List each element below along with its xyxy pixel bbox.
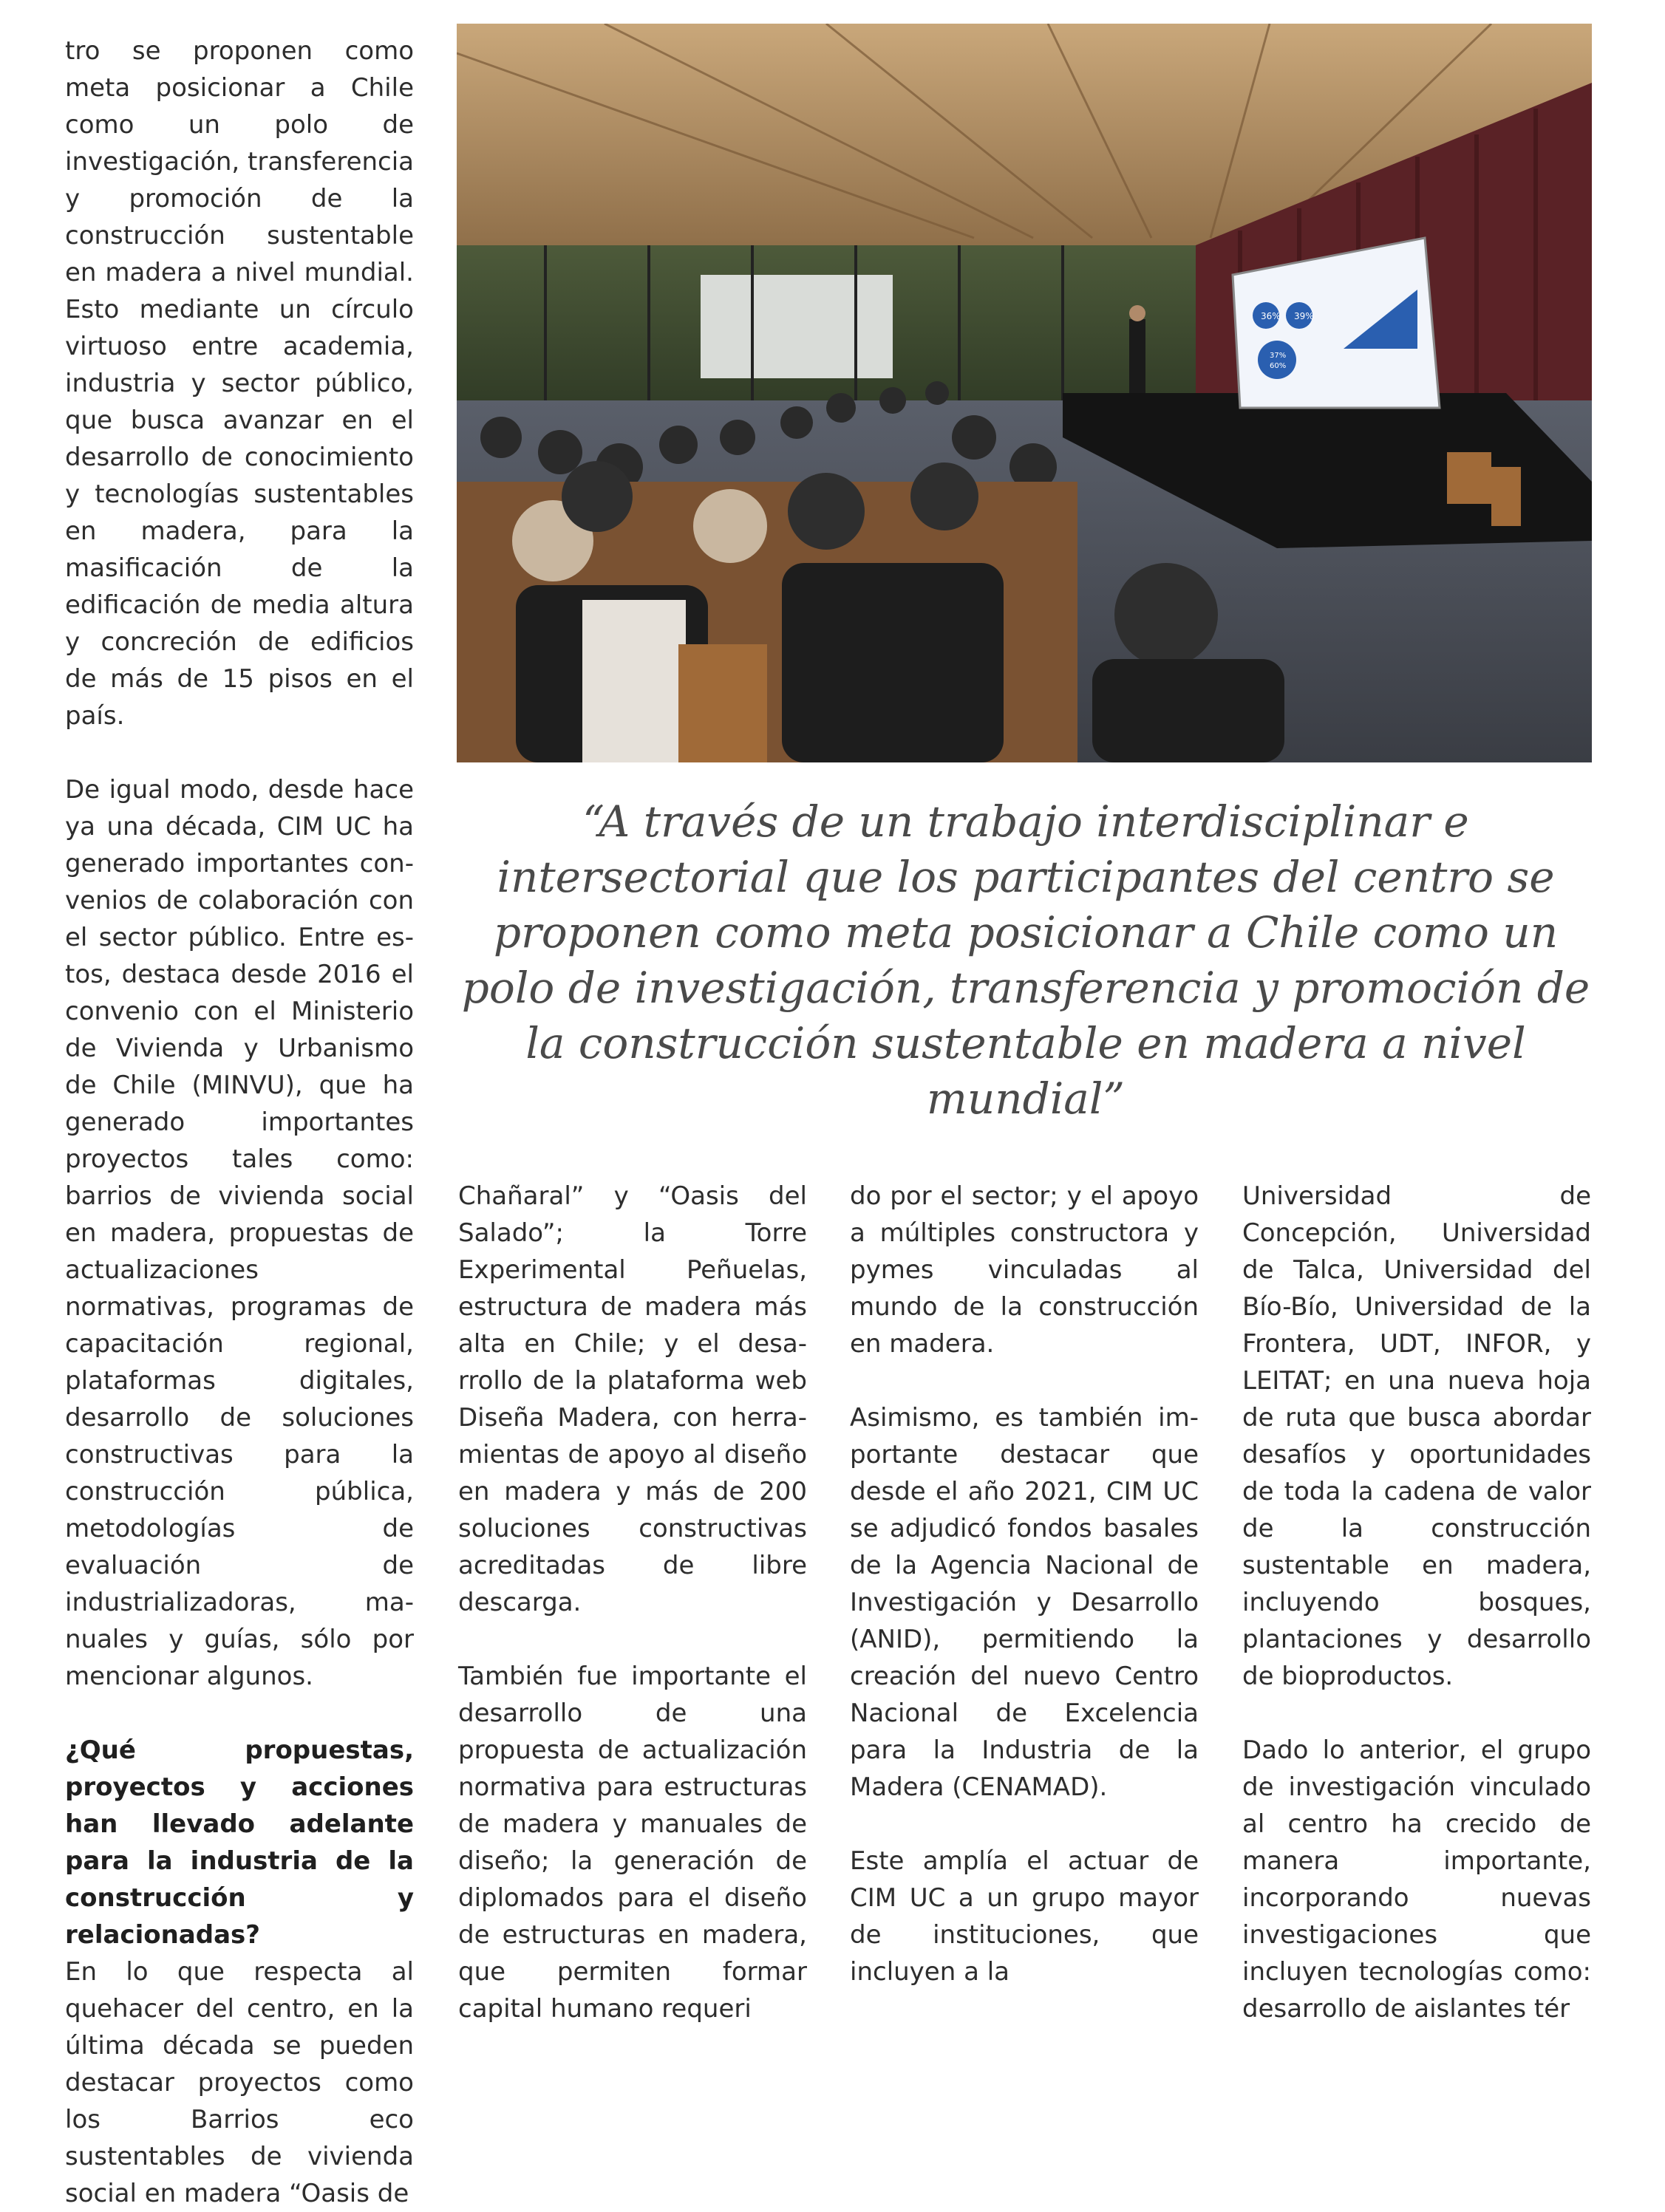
text-column-4 [1242,1178,1591,2027]
column3-paragraph-3: Este amplía el actuar de CIM UC a un grupo mayor de instituciones, que incluyen a la [850,1846,1199,1987]
text-column-2 [458,1178,807,2027]
pull-quote: “A través de un trabajo interdisciplinar e intersectorial que los participantes del centro se proponen como meta posicionar a Chile como un polo de investigación, transferencia y promoción de la construcción sustentable en madera a nivel mundial” [461,796,1590,1124]
column2-paragraph-2: También fue importante el desarrollo de una propuesta de actualización normativa para estructuras de madera y manuales de diseño; la generación de diplomados para el diseño de estructuras en madera, que permiten formar capital humano requeri [458,1662,807,2024]
column3-paragraph-1: do por el sector; y el apoyo a múltiples constructora y pymes vinculadas al mundo de la construcción en madera. [850,1181,1199,1359]
text-column-3 [850,1178,1199,1990]
column2-paragraph-1: Chañaral” y “Oasis del Salado”; la Torre Experimental Peñuelas, estructura de madera más alta en Chile; y el desarrollo de la plataforma web Diseña Madera, con herramientas de apoyo al diseño en madera y más de 200 soluciones constructivas acreditadas de libre descarga. [458,1181,807,1617]
slide-value-3: 37% [1270,352,1287,360]
interview-question: ¿Qué propuestas, proyectos y acciones han llevado adelante para la industria de la construcción y relacionadas? [65,1735,414,1950]
left-paragraph-1: tro se proponen como meta posicionar a Chile como un polo de investigación, transferencia y promoción de la construcción sustentable en madera a nivel mundial. Esto mediante un círculo virtuoso entre academia, industria y sector público, que busca avanzar en el desarrollo de conocimiento y tecnologías sustentables en madera, para la masificación de la edificación de media altura y concreción de edificios de más de 15 pisos en el país. [65,36,415,731]
left-paragraph-2: De igual modo, desde hace ya una década, CIM UC ha generado importantes convenios de colaboración con el sector público. Entre estos, destaca desde 2016 el convenio con el Ministerio de Vivienda y Urbanismo de Chile (MINVU), que ha generado importantes proyectos tales como: barrios de vivienda social en madera, propuestas de actualizaciones normativas, programas de capacitación regional, plataformas digitales, desarrollo de soluciones constructivas para la construcción pública, metodologías de evaluación de industrializadoras, manuales y guías, sólo por mencionar algunos. [65,775,414,1691]
slide-value-1: 36% [1261,311,1281,321]
column3-paragraph-2: Asimismo, es también importante destacar que desde el año 2021, CIM UC se adjudicó fondos basales de la Agencia Nacional de Investigación y Desarrollo (ANID), permitiendo la creación del nuevo Centro Nacional de Excelencia para la Industria de la Madera (CENAMAD). [850,1403,1199,1802]
event-photo [457,24,1592,762]
left-paragraph-3: En lo que respecta al quehacer del centro, en la última década se pueden destacar proyectos como los Barrios eco sustentables de vivienda social en madera “Oasis de [65,1957,414,2208]
slide-value-4: 60% [1270,362,1287,370]
column4-paragraph-2: Dado lo anterior, el grupo de investigación vinculado al centro ha crecido de manera importante, incorporando nuevas investigaciones que incluyen tecnologías como: desarrollo de aislantes tér [1242,1735,1591,2024]
column4-paragraph-1: Universidad de Concepción, Universidad de Talca, Universidad del Bío-Bío, Universidad de la Frontera, UDT, INFOR, y LEITAT; en una nueva hoja de ruta que busca abordar desafíos y oportunidades de toda la cadena de valor de la construcción sustentable en madera, incluyendo bosques, plantaciones y desarrollo de bioproductos. [1242,1181,1591,1691]
left-text-column [65,33,414,2212]
slide-value-2: 39% [1294,311,1314,321]
